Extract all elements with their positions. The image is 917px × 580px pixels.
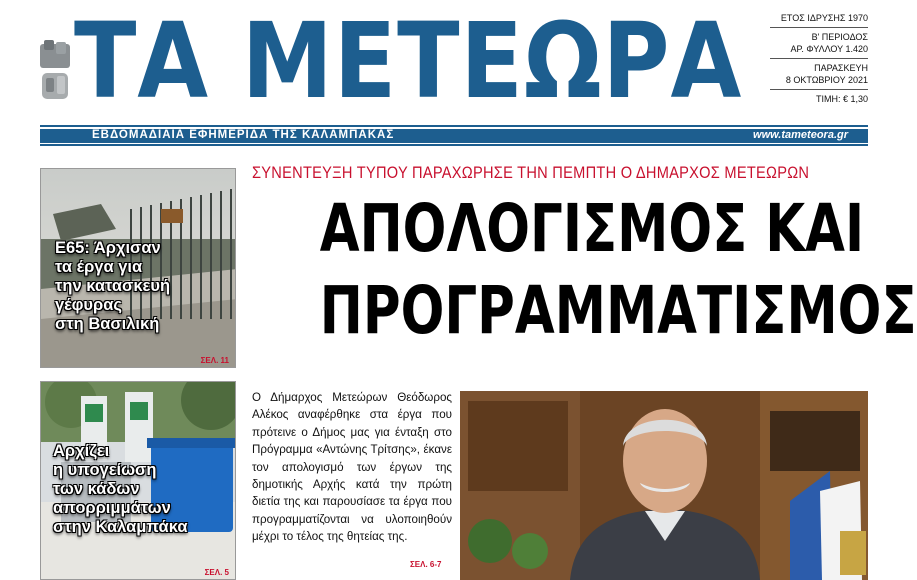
newspaper-title: ΤΑ ΜΕΤΕΩΡΑ [74,0,743,122]
issue-price: ΤΙΜΗ: € 1,30 [815,93,868,104]
issue-number: ΑΡ. ΦΥΛΛΟΥ 1.420 [790,44,868,54]
info-divider [770,58,868,59]
period: Β' ΠΕΡΙΟΔΟΣ [811,31,868,42]
issue-weekday: ΠΑΡΑΣΚΕΥΗ [814,62,868,73]
headline-line: ΑΠΟΛΟΓΙΣΜΟΣ ΚΑΙ [319,190,865,267]
page-reference: ΣΕΛ. 6-7 [410,560,442,569]
side-story-headline: Ε65: Άρχισαν τα έργα για την κατασκευή γέφυρας στη Βασιλική [55,239,171,333]
info-divider [770,89,868,90]
newspaper-subtitle: ΕΒΔΟΜΑΔΙΑΙΑ ΕΦΗΜΕΡΙΔΑ ΤΗΣ ΚΑΛΑΜΠΑΚΑΣ [92,129,395,141]
info-divider [770,27,868,28]
side-story-headline: Αρχίζει η υπογείωση των κάδων απορριμμάτων στην Καλαμπάκα [53,442,188,536]
headline-line: ΠΡΟΓΡΑΜΜΑΤΙΣΜΟΣ [319,272,917,349]
mayor-portrait-photo [460,391,868,580]
main-headline[interactable] [252,188,917,352]
main-story-body: Ο Δήμαρχος Μετεώρων Θεόδωρος Αλέκος αναφέρθηκε στα έργα που πρότεινε ο Δήμος μας για ένταξη στο Πρόγραμμα «Αντώνης Τρίτσης», έκανε τον απολογισμό των έργων της δημοτικής Αρχής κατά την πρώτη διετία της και παρουσίασε τα έργα που προγραμματίζονται να υλοποιηθούν μέχρι το τέλος της θητείας της. [252,391,452,544]
meteora-rock-logo-icon [40,40,70,102]
founded-year: ΕΤΟΣ ΙΔΡΥΣΗΣ 1970 [780,13,868,23]
side-story-bins[interactable] [40,381,236,580]
issue-date: 8 ΟΚΤΩΒΡΙΟΥ 2021 [785,75,868,85]
main-story-kicker: ΣΥΝΕΝΤΕΥΞΗ ΤΥΠΟΥ ΠΑΡΑΧΩΡΗΣΕ ΤΗΝ ΠΕΜΠΤΗ Ο ΔΗΜΑΡΧΟΣ ΜΕΤΕΩΡΩΝ [252,163,810,182]
masthead-stripe [40,125,868,146]
website-link[interactable]: www.tameteora.gr [753,129,848,141]
side-story-bridge[interactable] [40,168,236,368]
page-reference: ΣΕΛ. 11 [200,356,229,365]
issue-info-box [770,12,868,105]
page-reference: ΣΕΛ. 5 [204,568,229,577]
